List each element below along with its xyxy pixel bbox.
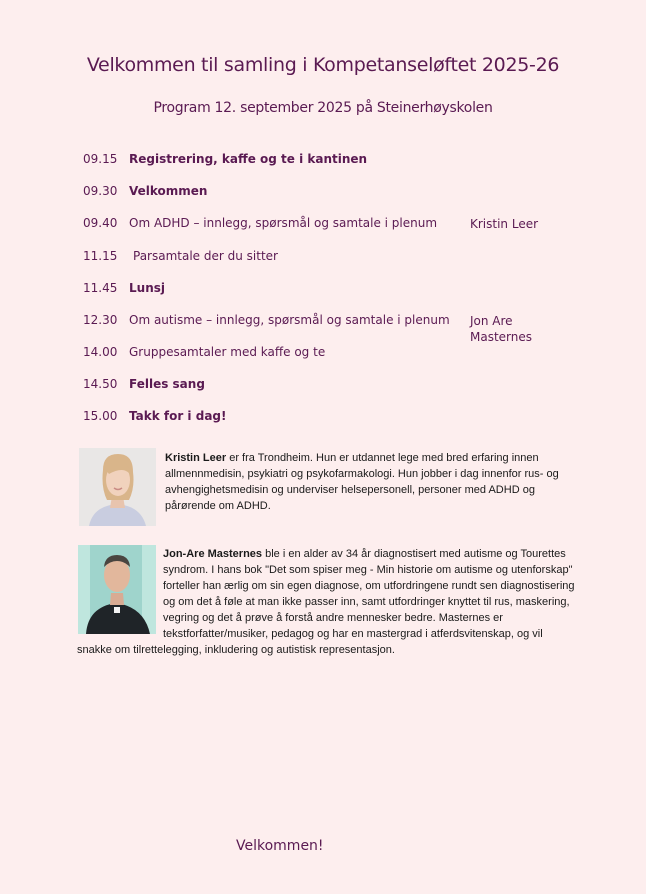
- program-item: Felles sang: [129, 377, 205, 391]
- program-time: 09.15: [83, 152, 118, 166]
- program-row: [83, 152, 563, 184]
- page-subtitle: Program 12. september 2025 på Steinerhøyskolen: [153, 100, 493, 116]
- program-row: [83, 313, 563, 345]
- bio-name: Jon-Are Masternes: [163, 548, 263, 560]
- program-item: Om ADHD – innlegg, spørsmål og samtale i plenum: [129, 216, 438, 230]
- program-time: 14.00: [83, 345, 118, 359]
- program-item: Registrering, kaffe og te i kantinen: [129, 152, 368, 166]
- program-row: [83, 409, 563, 441]
- program-time: 14.50: [83, 377, 118, 391]
- jon-are-masternes-bio: [77, 546, 577, 658]
- program-time: 11.15: [83, 249, 118, 263]
- program-row: [83, 184, 563, 216]
- program-schedule: [83, 152, 563, 441]
- bio-name: Kristin Leer: [165, 452, 227, 464]
- program-item: Takk for i dag!: [129, 409, 227, 423]
- program-time: 12.30: [83, 313, 118, 327]
- closing-text: Velkommen!: [236, 838, 324, 854]
- kristin-leer-photo: [79, 448, 156, 526]
- program-speaker: Kristin Leer: [470, 217, 539, 231]
- bio-text: er fra Trondheim. Hun er utdannet lege med bred erfaring innen allmennmedisin, psykiatri og psykofarmakologi. Hun jobber i dag innenfor rus- og avhengighetsmedisin og underviser helsepersonell, personer med ADHD og pårørende om ADHD.: [165, 452, 559, 512]
- program-row: [83, 216, 563, 249]
- program-row: [83, 249, 563, 281]
- program-time: 09.40: [83, 216, 118, 230]
- program-row: [83, 281, 563, 313]
- kristin-leer-bio: [165, 450, 575, 514]
- portrait-icon: [79, 448, 156, 526]
- program-item: Om autisme – innlegg, spørsmål og samtale i plenum: [129, 313, 450, 327]
- program-row: [83, 377, 563, 409]
- program-time: 15.00: [83, 409, 118, 423]
- program-speaker: Jon Are Masternes: [470, 314, 533, 344]
- page-title: Velkommen til samling i Kompetanseløftet 2025-26: [86, 54, 560, 76]
- program-item: Parsamtale der du sitter: [133, 249, 278, 263]
- photo-spacer: [77, 546, 163, 642]
- program-item: Lunsj: [129, 281, 165, 295]
- program-row: [83, 345, 563, 377]
- program-time: 09.30: [83, 184, 118, 198]
- program-item: Gruppesamtaler med kaffe og te: [129, 345, 326, 359]
- bio-text: ble i en alder av 34 år diagnostisert med autisme og Tourettes syndrom. I hans bok "Det som spiser meg - Min historie om autisme og utenforskap" forteller han ærlig om sin egen diagnose, om utfordringene rundt sen diagnostisering og om det å føle at man ikke passer inn, samt utfordringer knyttet til rus, maskering, vegring og det å prøve å forstå andre mennesker bedre. Masternes er tekstforfatter/musiker, pedagog og har en mastergrad i atferdsvitenskap, og vil snakke om tilrettelegging, inkludering og autistisk representasjon.: [77, 548, 575, 656]
- program-item: Velkommen: [129, 184, 208, 198]
- program-time: 11.45: [83, 281, 118, 295]
